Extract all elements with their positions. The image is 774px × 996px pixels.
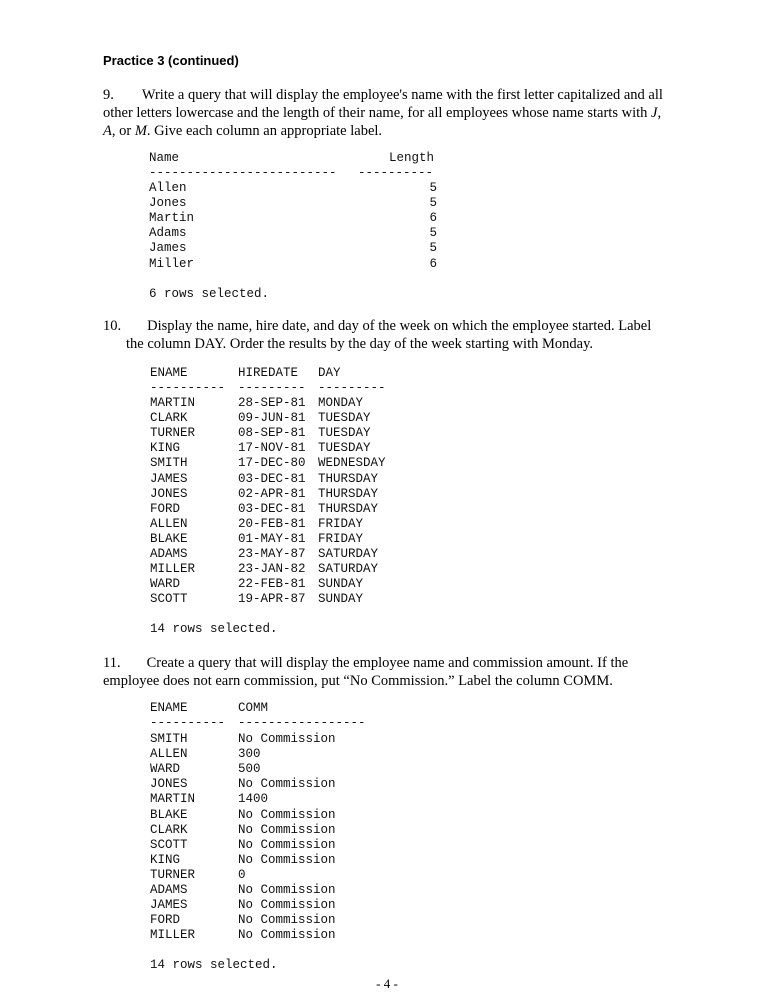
q9-name-cell: Miller [149, 256, 195, 271]
q11-comm-cell: No Commission [238, 807, 336, 822]
q11-comm-cell: No Commission [238, 913, 336, 928]
q10-day-cell: TUESDAY [318, 426, 371, 441]
q9-length-cell: 6 [429, 211, 437, 226]
q11-ename-cell: WARD [150, 762, 181, 777]
q11-ename-cell: KING [150, 852, 181, 867]
q10-hiredate-cell: 20-FEB-81 [238, 516, 306, 531]
q9-text-a: Write a query that will display the employee's name with the first letter capitalized and all [141, 87, 663, 103]
q9-name-cell: James [149, 241, 187, 256]
q11-comm-cell: No Commission [238, 732, 336, 746]
q9-length-cell: 5 [429, 226, 437, 241]
q9-divider-name: ------------------------- [149, 166, 337, 180]
q10-ename-cell: MILLER [150, 562, 196, 577]
q11-text-b: employee does not earn commission, put “No Commission.” Label the column COMM. [103, 673, 613, 689]
q10-header-hiredate: HIREDATE [238, 366, 299, 380]
q10-day-cell: THURSDAY [318, 501, 379, 516]
q10-ename-cell: SCOTT [150, 592, 188, 607]
q10-hiredate-cell: 03-DEC-81 [238, 471, 306, 486]
q9-line-1 [103, 86, 663, 104]
q11-comm-cell: 0 [238, 867, 246, 882]
q10-hiredate-cell: 22-FEB-81 [238, 577, 306, 592]
q10-day-cell: THURSDAY [318, 486, 379, 501]
q11-comm-cell: No Commission [238, 837, 336, 852]
q11-rows-selected: 14 rows selected. [150, 958, 278, 972]
q11-ename-cell: JAMES [150, 898, 188, 913]
q10-ename-cell: JAMES [150, 471, 188, 486]
q9-name-cell: Adams [149, 226, 187, 241]
q11-line-1 [103, 654, 628, 672]
q9-line-3 [103, 122, 382, 140]
q10-number: 10. [103, 318, 122, 334]
q9-result-table [149, 151, 437, 301]
q11-comm-cell: 300 [238, 747, 261, 762]
q10-hiredate-cell: 17-NOV-81 [238, 441, 306, 456]
q9-length-cell: 5 [429, 196, 437, 211]
q10-ename-cell: CLARK [150, 411, 188, 426]
q9-name-cell: Jones [149, 196, 187, 211]
q11-ename-cell: BLAKE [150, 807, 188, 822]
q10-header-ename: ENAME [150, 366, 188, 380]
q9-header-length: Length [389, 151, 435, 165]
q10-day-cell: THURSDAY [318, 471, 379, 486]
q10-line-1 [103, 317, 651, 335]
q11-line-2 [103, 672, 613, 690]
q11-text-a: Create a query that will display the employee name and commission amount. If the [146, 655, 629, 671]
q11-comm-cell: 1400 [238, 792, 269, 807]
q10-result-table [150, 366, 386, 636]
q10-hiredate-cell: 09-JUN-81 [238, 411, 306, 426]
q10-divider-day: --------- [318, 381, 386, 395]
q11-ename-cell: TURNER [150, 867, 196, 882]
q9-length-cell: 5 [429, 241, 437, 256]
q10-day-cell: WEDNESDAY [318, 456, 386, 471]
q10-day-cell: TUESDAY [318, 441, 371, 456]
q10-hiredate-cell: 28-SEP-81 [238, 396, 306, 410]
q11-header-comm: COMM [238, 701, 269, 715]
q11-result-table [150, 701, 366, 972]
q10-hiredate-cell: 01-MAY-81 [238, 531, 306, 546]
q10-ename-cell: ADAMS [150, 547, 188, 561]
q10-ename-cell: MARTIN [150, 396, 196, 410]
q9-text-b: other letters lowercase and the length of their name, for all employees whose name starts with [103, 105, 651, 121]
q10-hiredate-cell: 17-DEC-80 [238, 456, 306, 471]
q10-hiredate-cell: 23-JAN-82 [238, 562, 306, 577]
q10-day-cell: SUNDAY [318, 592, 364, 607]
q10-rows-selected: 14 rows selected. [150, 622, 278, 636]
q9-text-b-end: , [657, 105, 662, 121]
q11-comm-cell: No Commission [238, 852, 336, 867]
q9-rows-selected: 6 rows selected. [149, 287, 270, 301]
q10-header-day: DAY [318, 366, 341, 380]
q10-day-cell: TUESDAY [318, 411, 371, 426]
q10-text-b: the column DAY. Order the results by the day of the week starting with Monday. [126, 336, 594, 352]
q9-number: 9. [103, 87, 114, 103]
q11-ename-cell: ALLEN [150, 747, 188, 762]
q9-letter-m: M [134, 123, 147, 139]
q9-name-cell: Martin [149, 211, 195, 226]
q10-ename-cell: JONES [150, 486, 188, 501]
q11-comm-cell: No Commission [238, 898, 336, 913]
q9-length-cell: 5 [429, 181, 437, 195]
q10-day-cell: FRIDAY [318, 516, 364, 531]
q11-divider-comm: ----------------- [238, 716, 366, 730]
q11-comm-cell: No Commission [238, 822, 336, 837]
q11-comm-cell: No Commission [238, 928, 336, 943]
page-number: - 4 - [376, 976, 398, 991]
q9-divider-length: ---------- [358, 166, 434, 180]
q10-hiredate-cell: 23-MAY-87 [238, 547, 306, 561]
q11-comm-cell: No Commission [238, 883, 336, 897]
q10-hiredate-cell: 02-APR-81 [238, 486, 306, 501]
q10-hiredate-cell: 08-SEP-81 [238, 426, 306, 441]
q11-divider-ename: ---------- [150, 716, 226, 730]
q10-hiredate-cell: 03-DEC-81 [238, 501, 306, 516]
q10-day-cell: SATURDAY [318, 547, 379, 561]
q9-line-2 [103, 104, 661, 122]
q10-ename-cell: SMITH [150, 456, 188, 471]
q10-day-cell: FRIDAY [318, 531, 364, 546]
q11-ename-cell: JONES [150, 777, 188, 792]
q10-day-cell: SATURDAY [318, 562, 379, 577]
q10-ename-cell: FORD [150, 501, 181, 516]
q10-ename-cell: WARD [150, 577, 181, 592]
q10-ename-cell: TURNER [150, 426, 196, 441]
q11-comm-cell: No Commission [238, 777, 336, 792]
q10-ename-cell: KING [150, 441, 181, 456]
q9-header-name: Name [149, 151, 180, 165]
q10-day-cell: MONDAY [318, 396, 364, 410]
q10-line-2 [126, 335, 593, 353]
q9-name-cell: Allen [149, 181, 187, 195]
q11-comm-cell: 500 [238, 762, 261, 777]
q9-length-cell: 6 [429, 256, 437, 271]
q10-text-a: Display the name, hire date, and day of the week on which the employee started. Label [147, 318, 652, 334]
q11-ename-cell: SMITH [150, 732, 188, 746]
page-heading: Practice 3 (continued) [103, 53, 239, 68]
q11-ename-cell: SCOTT [150, 837, 188, 852]
q10-divider-hiredate: --------- [238, 381, 306, 395]
q10-hiredate-cell: 19-APR-87 [238, 592, 306, 607]
q10-ename-cell: ALLEN [150, 516, 188, 531]
q9-letter-a: A [103, 123, 112, 139]
q9-text-c-end: . Give each column an appropriate label. [146, 123, 383, 139]
q10-day-cell: SUNDAY [318, 577, 364, 592]
q11-header-ename: ENAME [150, 701, 188, 715]
q11-ename-cell: ADAMS [150, 883, 188, 897]
q11-ename-cell: MARTIN [150, 792, 196, 807]
q11-ename-cell: FORD [150, 913, 181, 928]
q11-ename-cell: CLARK [150, 822, 188, 837]
q10-divider-ename: ---------- [150, 381, 226, 395]
q10-ename-cell: BLAKE [150, 531, 188, 546]
q9-text-c: , or [111, 123, 135, 139]
q9-letter-j: J [651, 105, 658, 121]
q11-number: 11. [103, 655, 121, 671]
q11-ename-cell: MILLER [150, 928, 196, 943]
